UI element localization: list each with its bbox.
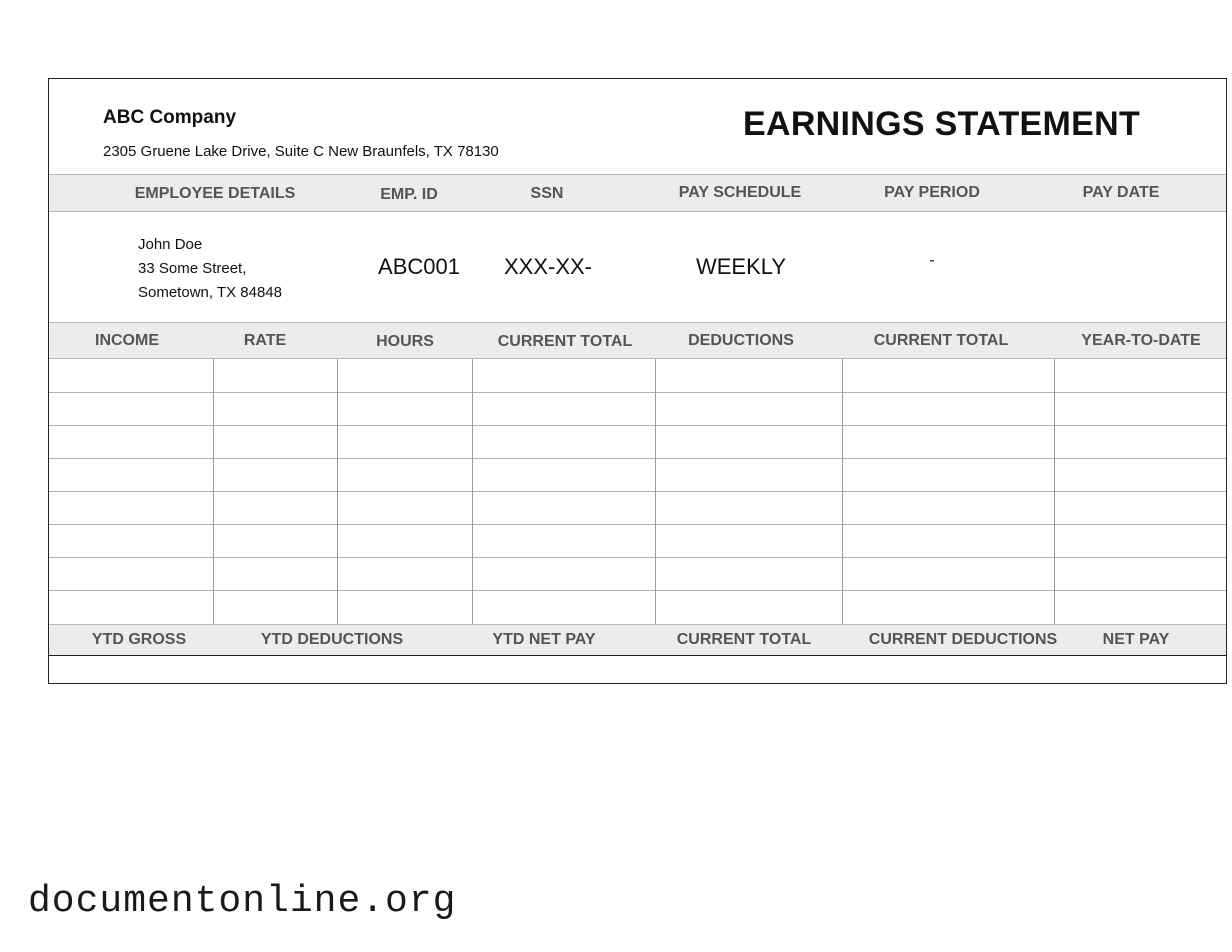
ssn-header: SSN [530,185,564,202]
ytd-gross-header: YTD GROSS [91,631,187,648]
earnings-header-band [49,322,1226,359]
hours-header: HOURS [376,333,434,350]
earnings-grid [49,359,1226,624]
employee-id-value: ABC001 [378,254,460,279]
emp-id-header: EMP. ID [380,186,438,203]
employee-address-block [138,233,282,305]
grid-column-line [842,359,843,624]
grid-row-line [49,392,1226,393]
grid-row-line [49,491,1226,492]
grid-row-line [49,524,1226,525]
ytd-deductions-header: YTD DEDUCTIONS [260,631,404,648]
pay-schedule-header: PAY SCHEDULE [678,184,802,201]
earnings-statement [48,78,1227,684]
pay-period-value: - [929,252,935,269]
grid-column-line [213,359,214,624]
summary-header-band [49,624,1226,656]
company-address: 2305 Gruene Lake Drive, Suite C New Braunfels, TX 78130 [103,143,499,160]
grid-row-line [49,590,1226,591]
year-to-date-header: YEAR-TO-DATE [1081,332,1201,349]
pay-period-header: PAY PERIOD [884,184,980,201]
company-name: ABC Company [103,107,237,128]
summary-values-row [49,656,1226,685]
current-deductions-header: CURRENT DEDUCTIONS [868,631,1058,648]
document-title: EARNINGS STATEMENT [743,105,1141,143]
watermark: documentonline.org [28,880,457,923]
pay-date-header: PAY DATE [1082,184,1160,201]
employee-name: John Doe [138,236,203,253]
grid-row-line [49,557,1226,558]
income-header: INCOME [95,332,159,349]
rate-header: RATE [243,332,287,349]
employee-details-header: EMPLOYEE DETAILS [134,185,296,202]
grid-row-line [49,425,1226,426]
summary-current-total-header: CURRENT TOTAL [676,631,812,648]
employee-header-band [49,174,1226,212]
grid-row-line [49,458,1226,459]
grid-column-line [1054,359,1055,624]
employee-city: Sometown, TX 84848 [138,284,282,301]
employee-street: 33 Some Street, [138,260,247,277]
net-pay-header: NET PAY [1102,631,1170,648]
grid-column-line [337,359,338,624]
grid-column-line [655,359,656,624]
deductions-header: DEDUCTIONS [688,332,794,349]
grid-column-line [472,359,473,624]
deductions-current-total-header: CURRENT TOTAL [873,332,1009,349]
ytd-net-pay-header: YTD NET PAY [492,631,596,648]
current-total-header: CURRENT TOTAL [497,333,633,350]
ssn-value: XXX-XX- [503,254,593,279]
pay-schedule-value: WEEKLY [695,254,787,279]
